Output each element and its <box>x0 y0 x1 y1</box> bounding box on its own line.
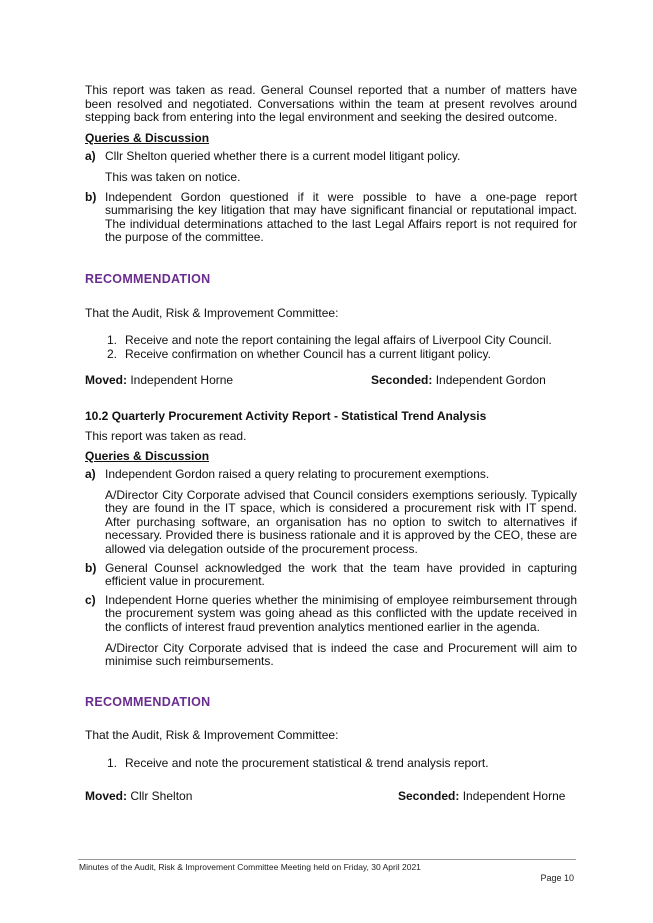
list-item <box>85 562 577 589</box>
item-text: Receive confirmation on whether Council has a current litigant policy. <box>125 346 491 361</box>
moved-label: Moved: <box>85 788 127 803</box>
queries-heading: Queries & Discussion <box>85 448 210 463</box>
page-number: Page 10 <box>540 873 574 883</box>
item-number: 1. <box>107 756 118 770</box>
seconded-by <box>398 790 565 804</box>
seconded-name: Independent Horne <box>462 788 566 803</box>
item-followup: A/Director City Corporate advised that Council considers exemptions seriously. Typically they are found in the IT space, which is considered a procurement risk with IT spend. After purchasing software, an organisation has no option to switch to alternatives if necessary. Provided there is business rationale and it is approved by the CEO, these are allowed via delegation outside of the procurement process. <box>105 487 577 557</box>
item-followup: This was taken on notice. <box>105 169 241 184</box>
recommendation-list <box>85 757 577 771</box>
item-label: a) <box>85 467 96 482</box>
item-text: Independent Gordon questioned if it were possible to have a one-page report summarising the key litigation that may have significant financial or reputational impact. The individual determinations attached to the last Legal Affairs report is not required for the purpose of the committee. <box>105 189 577 245</box>
item-label: a) <box>85 149 96 164</box>
moved-label: Moved: <box>85 373 127 388</box>
item-text: General Counsel acknowledged the work that the team have provided in capturing efficient value in procurement. <box>105 560 577 589</box>
list-item <box>85 150 577 184</box>
item-text: Independent Horne queries whether the minimising of employee reimbursement through the procurement system was going ahead as this conflicted with the update received in the conflicts of interest fraud prevention analytics mentioned earlier in the agenda. <box>105 592 577 635</box>
item-label: b) <box>85 189 97 204</box>
moved-name: Cllr Shelton <box>130 788 193 803</box>
recommendation-heading: RECOMMENDATION <box>85 694 211 709</box>
recommendation-heading: RECOMMENDATION <box>85 271 211 286</box>
item-text: Receive and note the procurement statistical & trend analysis report. <box>125 756 489 770</box>
item-label: b) <box>85 560 97 575</box>
list-item <box>107 334 577 348</box>
recommendation-intro: That the Audit, Risk & Improvement Committee: <box>85 728 339 743</box>
item-label: c) <box>85 592 96 607</box>
list-item <box>85 468 577 557</box>
seconded-label: Seconded: <box>398 788 460 803</box>
intro-paragraph: This report was taken as read. General Counsel reported that a number of matters have been resolved and negotiated. Conversations within the team at present revolves around stepping back from entering into the legal environment and seeking the desired outcome. <box>85 83 577 125</box>
recommendation-list <box>85 334 577 361</box>
item-followup: A/Director City Corporate advised that is indeed the case and Procurement will aim to minimise such reimbursements. <box>105 640 577 669</box>
moved-by <box>85 374 233 388</box>
item-number: 1. <box>107 333 118 348</box>
moved-by <box>85 790 192 804</box>
list-item <box>107 348 577 362</box>
document-page <box>85 84 577 804</box>
list-item <box>107 757 577 771</box>
item-text: Cllr Shelton queried whether there is a current model litigant policy. <box>105 149 461 164</box>
item-text: Independent Gordon raised a query relating to procurement exemptions. <box>105 467 490 482</box>
recommendation-intro: That the Audit, Risk & Improvement Committee: <box>85 305 339 320</box>
moved-seconded-row <box>85 374 577 388</box>
seconded-by <box>371 374 546 388</box>
section-read: This report was taken as read. <box>85 428 247 443</box>
seconded-name: Independent Gordon <box>435 373 546 388</box>
list-item <box>85 594 577 669</box>
item-number: 2. <box>107 346 118 361</box>
moved-seconded-row <box>85 790 577 804</box>
item-text: Receive and note the report containing the legal affairs of Liverpool City Council. <box>125 333 552 348</box>
footer-divider <box>78 859 576 860</box>
footer-text: Minutes of the Audit, Risk & Improvement Committee Meeting held on Friday, 30 April 2021 <box>79 862 421 872</box>
list-item <box>85 191 577 245</box>
section-title: 10.2 Quarterly Procurement Activity Report - Statistical Trend Analysis <box>85 409 487 424</box>
seconded-label: Seconded: <box>371 373 433 388</box>
moved-name: Independent Horne <box>130 373 234 388</box>
queries-heading: Queries & Discussion <box>85 130 210 145</box>
